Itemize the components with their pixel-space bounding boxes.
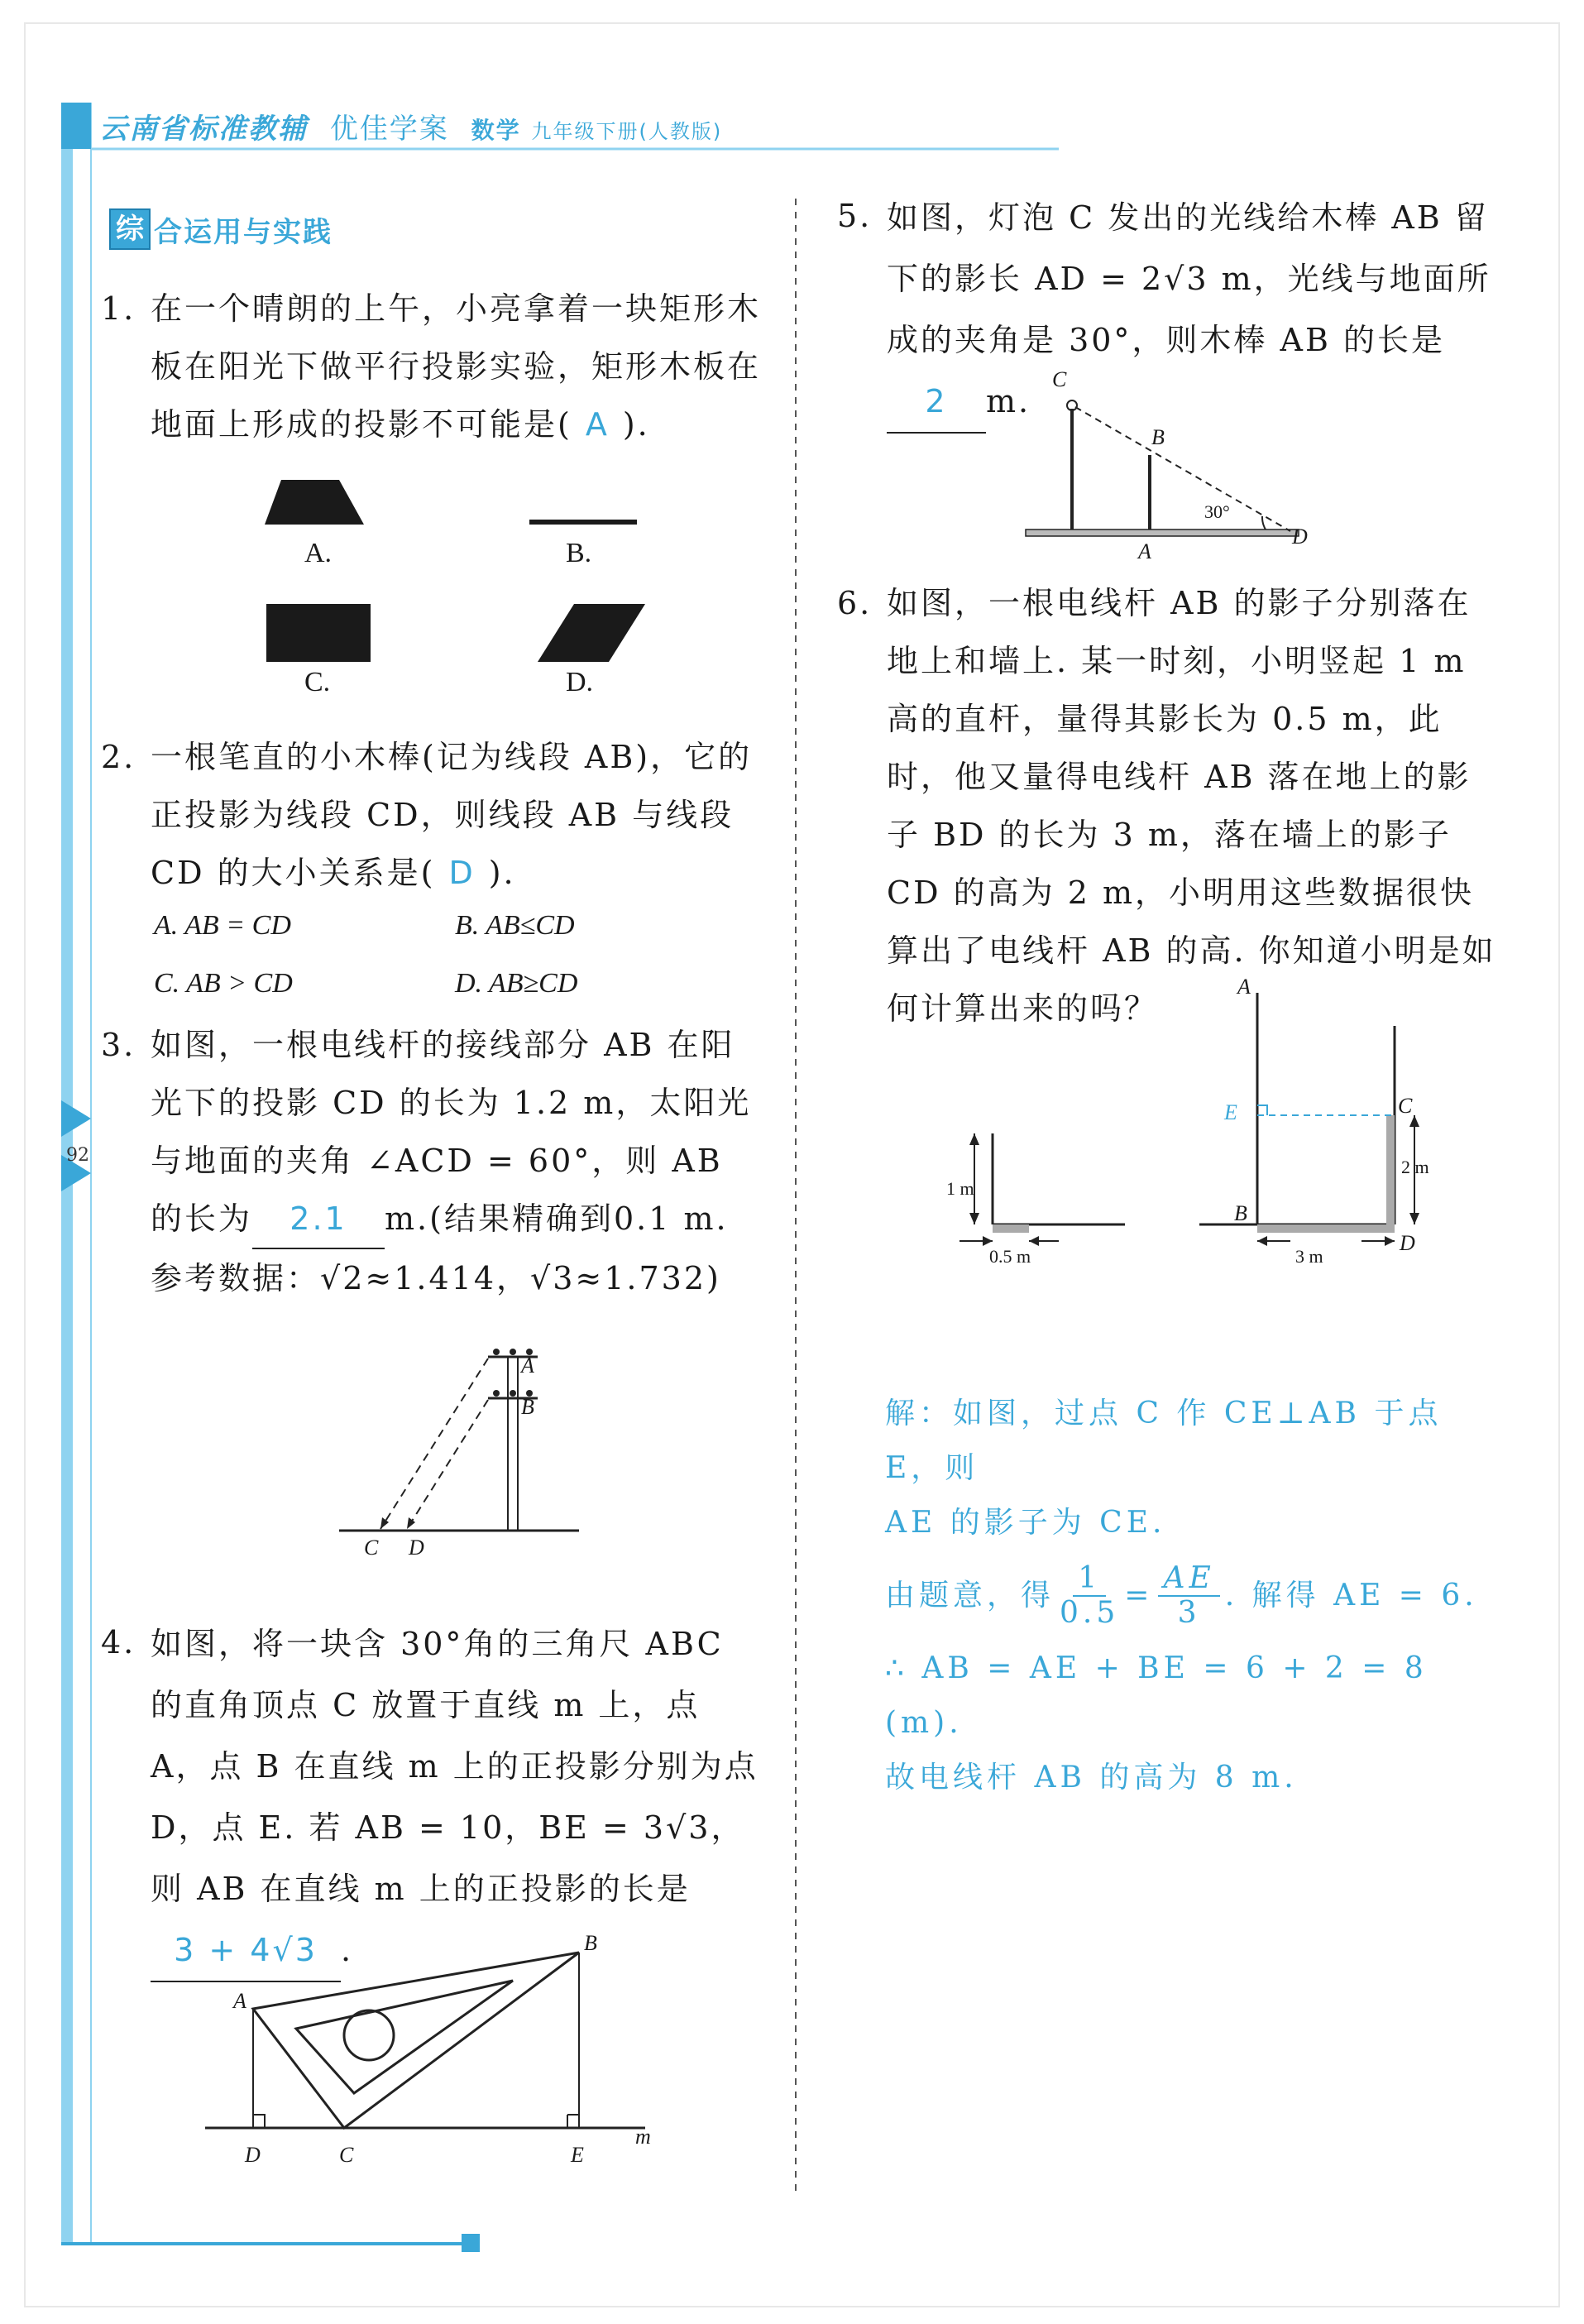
q6-label-3m: 3 m	[1295, 1246, 1323, 1267]
question-tail: ).	[622, 406, 650, 443]
q4-figure	[199, 1936, 662, 2168]
question-tail: .	[341, 1932, 354, 1968]
solution-line-3-post: . 解得 AE = 6.	[1224, 1579, 1478, 1612]
rectangle-shape	[266, 604, 371, 662]
header-subject: 数学	[471, 117, 521, 144]
q6-label-c: C	[1398, 1094, 1413, 1118]
question-text: 如图，一根电线杆 AB 的影子分别落在地上和墙上. 某一时刻，小明竖起 1 m 高的直杆，量得其影长为 0.5 m，此时，他又量得电线杆 AB 落在地上的影子 BD 的长为 3 m，落在墙上的影子 CD 的高为 2 m，小明用这些数据很快算出了电线杆 AB 的高. 你知道小明是如何计算出来的吗？	[887, 585, 1496, 1027]
solution	[885, 1387, 1514, 1805]
q1-option-a: A.	[304, 538, 333, 568]
question-3	[101, 1016, 763, 1307]
answer: D	[448, 855, 476, 891]
solution-line-5: 故电线杆 AB 的高为 8 m.	[885, 1761, 1298, 1795]
q1-option-c: C.	[304, 667, 331, 697]
page-number: 92	[66, 1145, 89, 1166]
fraction-2-num: AE	[1158, 1562, 1219, 1597]
fraction-1-den: 0.5	[1060, 1596, 1120, 1630]
answer: 3 + 4√3	[151, 1919, 341, 1982]
q5-label-a: A	[1138, 539, 1151, 563]
question-number: 6.	[837, 585, 873, 621]
q1-option-d: D.	[566, 667, 594, 697]
section-title	[109, 208, 333, 250]
question-tail: m.	[986, 383, 1031, 419]
question-4	[101, 1613, 763, 1982]
q6-label-b: B	[1234, 1201, 1247, 1225]
header-grade: 九年级下册(人教版)	[531, 120, 723, 143]
q2-option-d: D. AB≥CD	[455, 968, 578, 999]
q4-label-e: E	[571, 2143, 584, 2167]
q6-label-d: D	[1400, 1231, 1415, 1255]
fraction-1	[1060, 1562, 1119, 1630]
q3-label-c: C	[364, 1536, 379, 1560]
answer: 2.1	[252, 1190, 385, 1249]
header	[99, 106, 722, 146]
solution-line-3-pre: 由题意，得	[885, 1579, 1055, 1612]
q3-figure	[331, 1324, 596, 1564]
question-text: 如图，灯泡 C 发出的光线给木棒 AB 留下的影长 AD = 2√3 m，光线与地面所成的夹角是 30°，则木棒 AB 的长是	[887, 199, 1491, 358]
q6-label-1m: 1 m	[946, 1178, 974, 1199]
parallelogram-shape	[538, 604, 645, 662]
q4-label-a: A	[233, 1989, 246, 2013]
question-number: 1.	[101, 290, 136, 327]
question-number: 5.	[837, 198, 873, 234]
question-number: 3.	[101, 1027, 136, 1063]
q6-label-a: A	[1237, 975, 1251, 999]
line-shape	[529, 520, 637, 525]
q5-figure	[1017, 381, 1315, 546]
q3-label-b: B	[521, 1395, 534, 1419]
solution-eq: =	[1124, 1579, 1154, 1612]
solution-line-2: AE 的影子为 CE.	[885, 1506, 1166, 1540]
q6-label-e: E	[1224, 1100, 1237, 1124]
question-number: 2.	[101, 739, 136, 775]
answer: 2	[887, 371, 986, 434]
trapezoid-shape	[265, 480, 364, 525]
q6-figure	[926, 968, 1505, 1398]
q2-option-c: C. AB > CD	[154, 968, 293, 999]
question-1	[101, 280, 763, 453]
question-text: 如图，一根电线杆的接线部分 AB 在阳光下的投影 CD 的长为 1.2 m，太阳光与地面的夹角 ∠ACD = 60°，则 AB 的长为	[151, 1027, 752, 1237]
question-number: 4.	[101, 1624, 136, 1660]
header-brand: 优佳学案	[329, 113, 449, 146]
q3-label-d: D	[409, 1536, 424, 1560]
fraction-1-num: 1	[1073, 1562, 1106, 1597]
q1-option-b: B.	[566, 538, 592, 568]
solution-line-3	[885, 1550, 1514, 1641]
fraction-2-den: 3	[1177, 1596, 1201, 1630]
solution-line-4: ∴ AB = AE + BE = 6 + 2 = 8 (m).	[885, 1651, 1428, 1740]
q4-label-b: B	[584, 1931, 597, 1955]
q6-label-2m: 2 m	[1401, 1157, 1429, 1177]
q5-label-d: D	[1292, 525, 1308, 549]
q5-label-b: B	[1151, 425, 1165, 449]
q2-option-b: B. AB≤CD	[455, 910, 575, 941]
q4-label-d: D	[245, 2143, 261, 2167]
question-tail: ).	[488, 855, 516, 891]
question-text: 一根笔直的小木棒(记为线段 AB)，它的正投影为线段 CD，则线段 AB 与线段 CD 的大小关系是(	[151, 739, 753, 891]
question-tail: m.(结果精确到0.1 m. 参考数据：√2≈1.414，√3≈1.732)	[151, 1200, 729, 1296]
solution-line-1: 解：如图，过点 C 作 CE⊥AB 于点 E，则	[885, 1397, 1443, 1485]
q3-label-a: A	[521, 1354, 534, 1378]
q5-label-c: C	[1052, 367, 1067, 391]
header-series: 云南省标准教辅	[99, 113, 308, 146]
q2-option-a: A. AB = CD	[154, 910, 291, 941]
q5-label-angle: 30°	[1204, 501, 1230, 522]
q4-label-c: C	[339, 2143, 354, 2167]
question-text: 如图，将一块含 30°角的三角尺 ABC 的直角顶点 C 放置于直线 m 上，点 A，点 B 在直线 m 上的正投影分别为点 D，点 E. 若 AB = 10，BE = 3√3，则 AB 在直线 m 上的正投影的长是	[151, 1626, 759, 1907]
q1-options-figure	[248, 472, 662, 670]
section-title-text: 合运用与实践	[154, 215, 333, 249]
question-text: 在一个晴朗的上午，小亮拿着一块矩形木板在阳光下做平行投影实验，矩形木板在地面上形成的投影不可能是(	[151, 290, 762, 443]
fraction-2	[1158, 1562, 1219, 1630]
q6-label-05m: 0.5 m	[989, 1246, 1031, 1267]
answer: A	[585, 406, 610, 443]
q4-label-m: m	[635, 2125, 651, 2149]
section-badge: 综	[109, 208, 151, 250]
question-2	[101, 728, 763, 902]
